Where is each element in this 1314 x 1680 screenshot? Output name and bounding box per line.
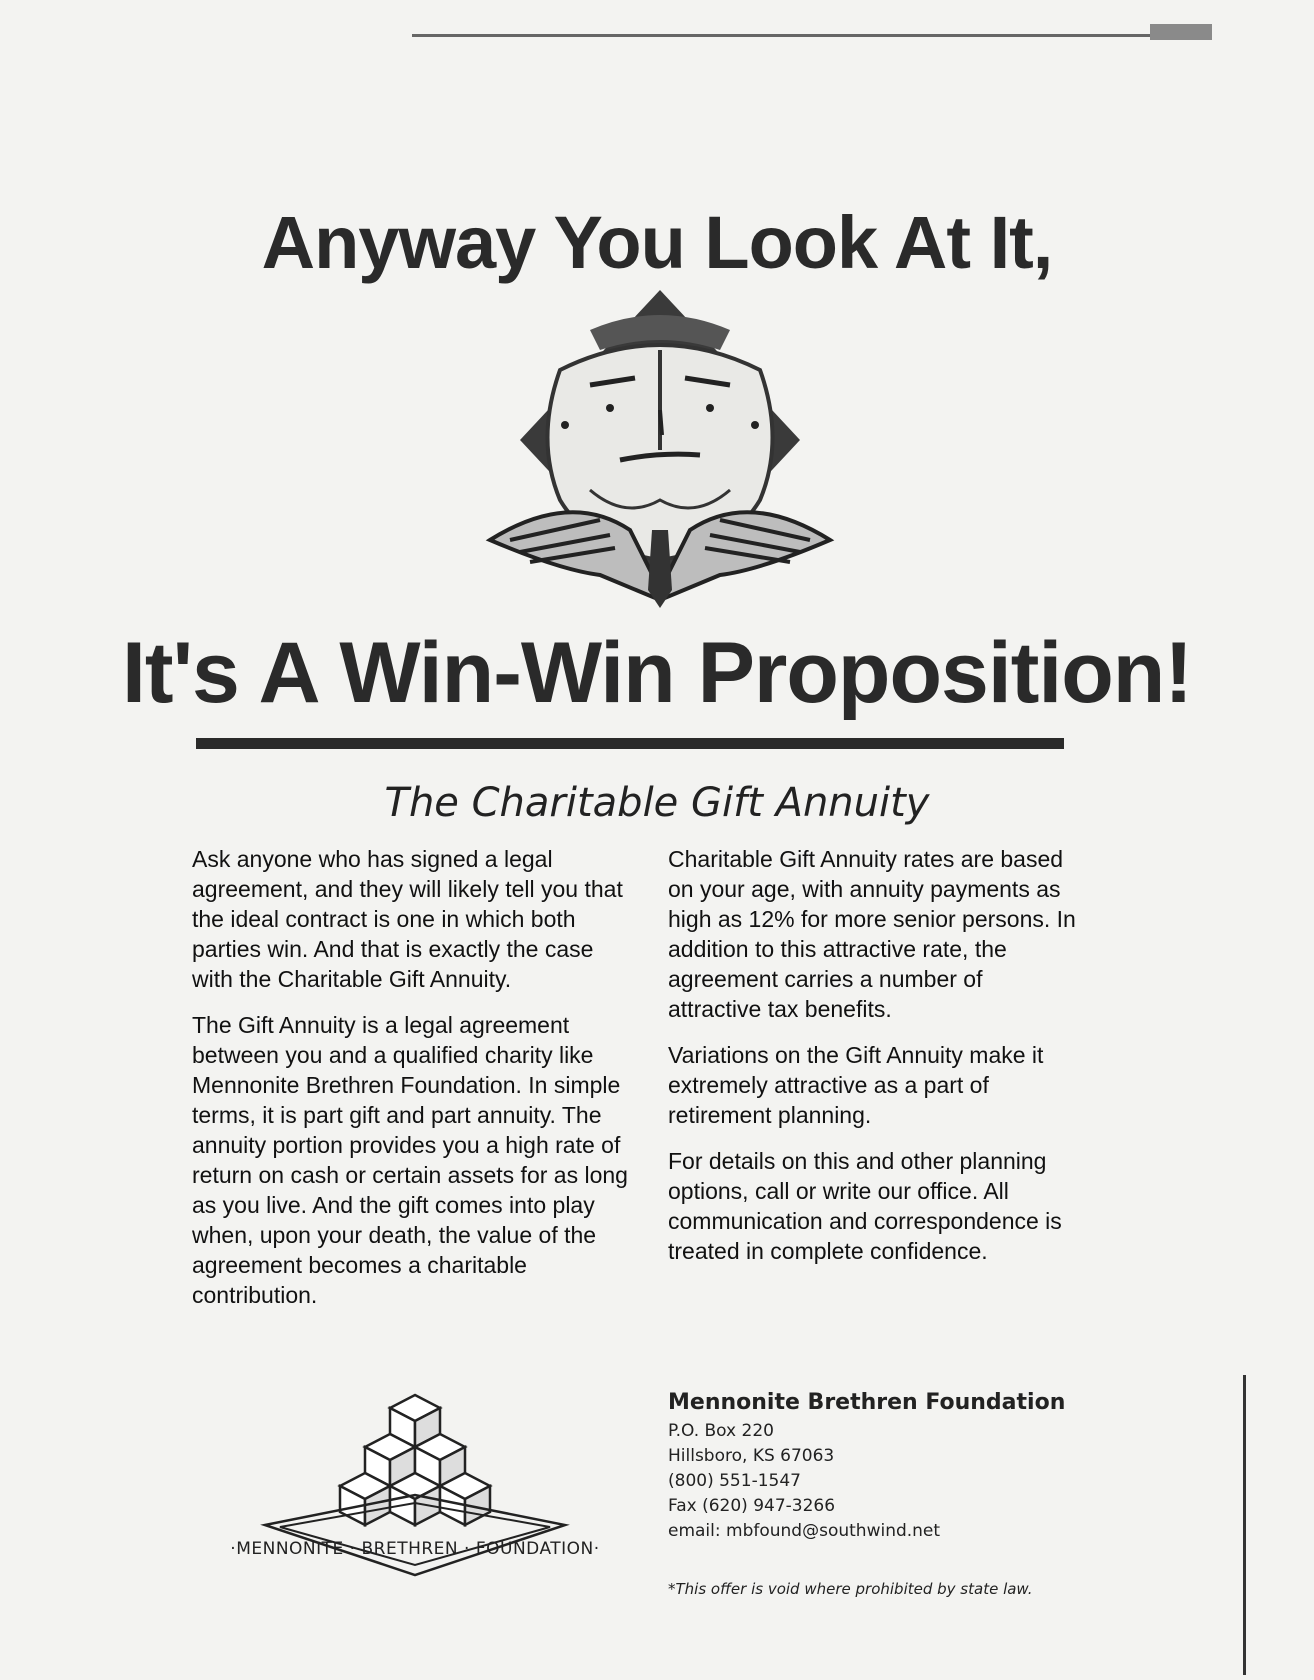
- phone-number: (800) 551-1547: [668, 1471, 801, 1491]
- disclaimer: *This offer is void where prohibited by state law.: [668, 1580, 1033, 1598]
- headline-line1: Anyway You Look At It,: [261, 201, 1053, 284]
- email-address: email: mbfound@southwind.net: [668, 1521, 941, 1541]
- top-rule: [412, 34, 1212, 42]
- two-faced-businessman-illustration: [440, 290, 880, 630]
- headline-line2: It's A Win-Win Proposition!: [122, 625, 1192, 721]
- po-box: P.O. Box 220: [668, 1421, 774, 1441]
- city-state-zip: Hillsboro, KS 67063: [668, 1446, 835, 1466]
- left-paragraph-2: The Gift Annuity is a legal agreement between you and a qualified charity like Mennonite Brethren Foundation. In simple terms, it is part gift and part annuity. The annuity portion provides you a high rate of return on cash or certain assets for as long as you live. And the gift comes into play when, upon your death, the value of the agreement becomes a charitable contribution.: [192, 1012, 628, 1308]
- left-paragraph-1: Ask anyone who has signed a legal agreement, and they will likely tell you that the ideal contract is one in which both parties win. And that is exactly the case with the Charitable Gift Annuity.: [192, 846, 623, 992]
- right-column: [668, 844, 1078, 1282]
- right-paragraph-3: For details on this and other planning options, call or write our office. All communication and correspondence is treated in complete confidence.: [668, 1148, 1062, 1264]
- right-paragraph-2: Variations on the Gift Annuity make it extremely attractive as a part of retirement planning.: [668, 1042, 1044, 1128]
- page-edge-line: [1243, 1375, 1246, 1675]
- right-paragraph-1: Charitable Gift Annuity rates are based on your age, with annuity payments as high as 12% for more senior persons. In addition to this attractive rate, the agreement carries a number of attractive tax benefits.: [668, 846, 1076, 1022]
- left-column: [192, 844, 632, 1326]
- contact-block: [668, 1390, 1188, 1544]
- fax-number: Fax (620) 947-3266: [668, 1496, 836, 1516]
- organization-name: Mennonite Brethren Foundation: [668, 1390, 1066, 1415]
- divider-rule: [196, 738, 1064, 749]
- section-subtitle: The Charitable Gift Annuity: [384, 780, 930, 826]
- logo-wordmark: ·MENNONITE · BRETHREN · FOUNDATION·: [230, 1539, 600, 1559]
